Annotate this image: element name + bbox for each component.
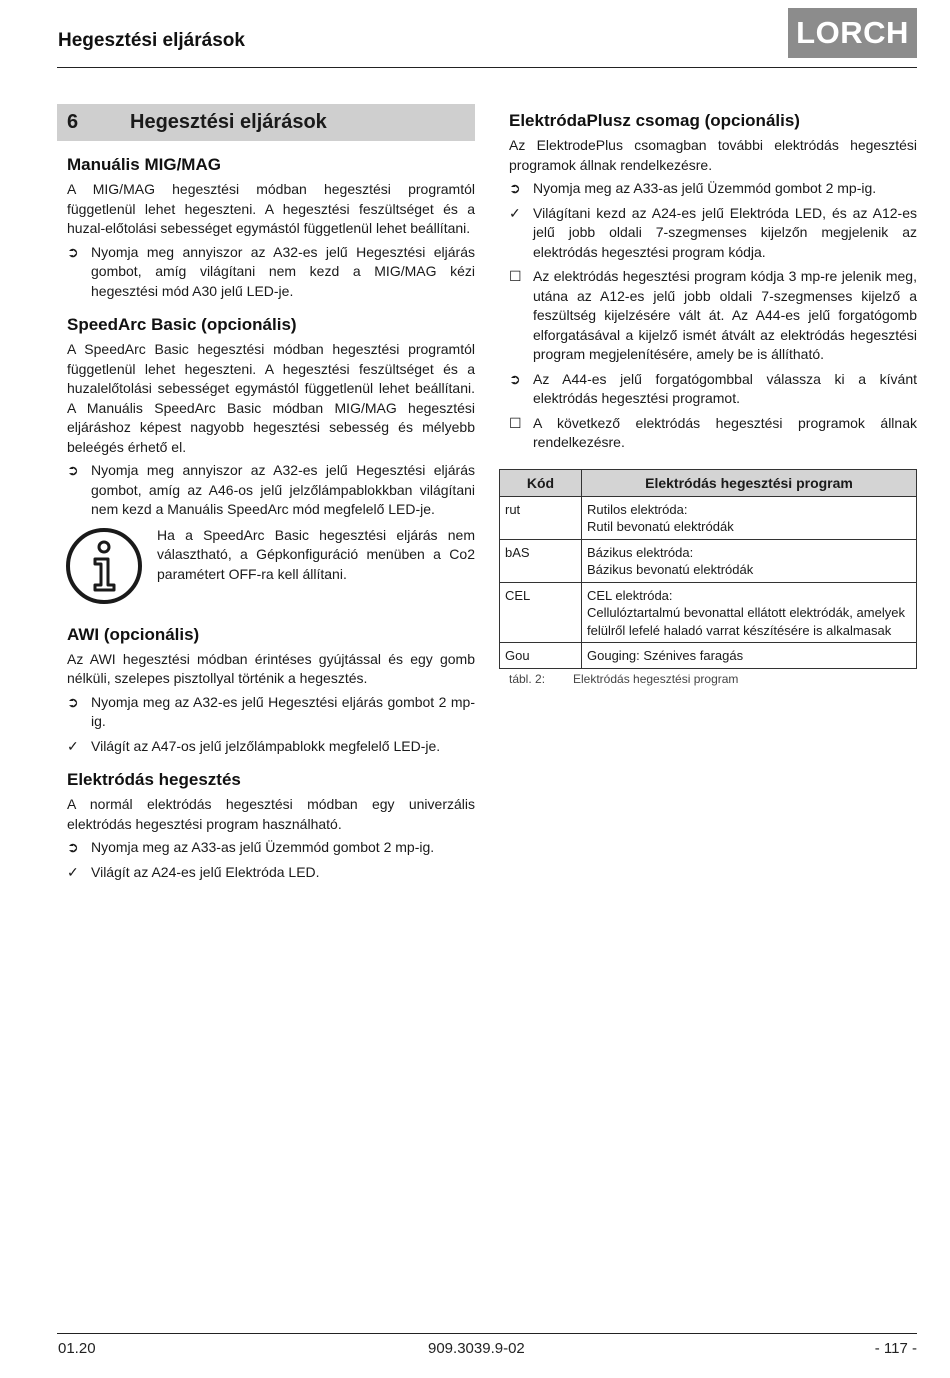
table-cell-code: CEL bbox=[500, 582, 582, 643]
action-step bbox=[57, 838, 475, 858]
result-step bbox=[499, 204, 917, 263]
section-heading-speedarc: SpeedArc Basic (opcionális) bbox=[67, 315, 297, 334]
footer-doc-number: 909.3039.9-02 bbox=[428, 1340, 525, 1357]
paragraph: Az ElektrodePlus csomagban további elektródás hegesztési programok állnak rendelkezésre. bbox=[509, 137, 917, 173]
checkmark-icon: ✓ bbox=[67, 737, 79, 754]
table-row bbox=[500, 539, 917, 582]
column-header-code: Kód bbox=[500, 469, 582, 496]
result-step bbox=[57, 737, 475, 757]
column-header-program: Elektródás hegesztési program bbox=[582, 469, 917, 496]
table-header-row bbox=[500, 469, 917, 496]
step-text: Világítani kezd az A24-es jelű Elektróda LED, és az A12-es jelű jobb oldali 7-szegmenses kijelzőn megjelenik az elektródás hegesztési program kódja. bbox=[533, 204, 917, 260]
lorch-logo: LORCH bbox=[788, 8, 917, 58]
action-arrow-icon: ➲ bbox=[67, 243, 79, 260]
program-name: Rutilos elektróda: bbox=[587, 501, 688, 517]
program-name: Bázikus elektróda: bbox=[587, 544, 694, 560]
step-text: Nyomja meg annyiszor az A32-es jelű Hegesztési eljárás gombot, amíg világítani nem kezd a MIG/MAG kézi hegesztési mód A30 jelű LED-je. bbox=[91, 243, 475, 299]
note-text: Ha a SpeedArc Basic hegesztési eljárás nem választható, a Gépkonfiguráció menüben a Co2 paramétert OFF-ra kell állítani. bbox=[157, 526, 475, 582]
program-description: Rutil bevonatú elektródák bbox=[587, 519, 734, 534]
step-text: Nyomja meg annyiszor az A32-es jelű Hegesztési eljárás gombot, amíg az A46-os jelű jelzőlámpablokkban világítani nem kezd a Manuális SpeedArc mód megfelelő LED-je. bbox=[91, 462, 475, 517]
footer-page-number: - 117 - bbox=[874, 1340, 917, 1357]
checkmark-icon: ✓ bbox=[67, 863, 79, 880]
action-arrow-icon: ➲ bbox=[67, 693, 79, 710]
checkbox-icon: ☐ bbox=[509, 414, 522, 431]
info-note bbox=[57, 526, 475, 611]
checkbox-icon: ☐ bbox=[509, 268, 522, 284]
step-text: Nyomja meg az A32-es jelű Hegesztési eljárás gombot 2 mp-ig. bbox=[91, 693, 475, 729]
step-text: Az A44-es jelű forgatógombbal válassza ki a kívánt elektródás hegesztési programot. bbox=[533, 370, 917, 406]
program-description: Cellulóztartalmú bevonattal ellátott elektródák, amelyek felülről lefelé haladó varrat készítésére is alkalmasak bbox=[587, 605, 905, 638]
step-text: A következő elektródás hegesztési programok állnak rendelkezésre. bbox=[533, 414, 917, 450]
section-heading-awi: AWI (opcionális) bbox=[67, 624, 200, 644]
table-cell-program bbox=[582, 582, 917, 643]
table-cell-program bbox=[582, 496, 917, 539]
footer-divider bbox=[57, 1333, 917, 1334]
caption-label: tábl. 2: bbox=[509, 671, 546, 686]
action-step bbox=[499, 370, 917, 409]
section-heading-mig-mag: Manuális MIG/MAG bbox=[67, 155, 221, 174]
action-arrow-icon: ➲ bbox=[67, 839, 79, 855]
action-step bbox=[57, 693, 475, 732]
chapter-number: 6 bbox=[67, 111, 79, 133]
paragraph: A SpeedArc Basic hegesztési módban hegesztési programtól függetlenül lehet hegeszteni. A hegesztési feszültséget és a huzalelőtolási sebességet egymástól függetlenül lehet beállítani. A Manuális SpeedArc Basic módban MIG/MAG hegesztési eljáráshoz képest nagyobb hegesztési sebesség és mélyebb beleégés érhető el. bbox=[67, 341, 475, 455]
action-step bbox=[499, 179, 917, 199]
result-step bbox=[57, 863, 475, 883]
table-caption bbox=[499, 672, 917, 686]
caption-text: Elektródás hegesztési program bbox=[573, 671, 739, 686]
table-row bbox=[500, 582, 917, 643]
table-row bbox=[500, 496, 917, 539]
step-text: Nyomja meg az A33-as jelű Üzemmód gombot 2 mp-ig. bbox=[533, 180, 877, 196]
action-step bbox=[57, 243, 475, 302]
info-icon bbox=[65, 526, 157, 611]
electrode-program-table bbox=[499, 469, 917, 669]
section-heading-electrodeplus: ElektródaPlusz csomag (opcionális) bbox=[509, 111, 800, 130]
program-description: Bázikus bevonatú elektródák bbox=[587, 562, 754, 577]
program-name: CEL elektróda: bbox=[587, 587, 673, 603]
info-step bbox=[499, 267, 917, 365]
checkmark-icon: ✓ bbox=[509, 204, 521, 221]
program-name: Gouging: Szénives faragás bbox=[587, 648, 744, 663]
chapter-heading bbox=[57, 104, 475, 141]
step-text: Világít az A47-os jelű jelzőlámpablokk megfelelő LED-je. bbox=[91, 737, 441, 754]
page-header-title: Hegesztési eljárások bbox=[58, 30, 245, 51]
table-cell-code: bAS bbox=[500, 539, 582, 582]
step-text: Az elektródás hegesztési program kódja 3 mp-re jelenik meg, utána az A12-es jelű jobb oldali 7-szegmenses kijelző a feszültség kijelzésére vált át. Az A44-es jelű forgatógomb elforgatásával a kijelző ismét átvált az elektródás hegesztési program megjelenítésére, amely be is állítható. bbox=[533, 268, 917, 362]
table-cell-code: rut bbox=[500, 496, 582, 539]
step-text: Nyomja meg az A33-as jelű Üzemmód gombot 2 mp-ig. bbox=[91, 839, 435, 855]
action-arrow-icon: ➲ bbox=[509, 180, 521, 196]
action-arrow-icon: ➲ bbox=[67, 462, 79, 478]
paragraph: A MIG/MAG hegesztési módban hegesztési programtól függetlenül lehet hegeszteni. A hegesztési feszültséget és a huzal-előtolási sebességet egymástól függetlenül lehet beállítani. bbox=[67, 181, 475, 236]
table-row bbox=[500, 643, 917, 669]
paragraph: A normál elektródás hegesztési módban egy univerzális elektródás hegesztési program használható. bbox=[67, 796, 475, 832]
info-step bbox=[499, 414, 917, 453]
action-step bbox=[57, 461, 475, 520]
paragraph: Az AWI hegesztési módban érintéses gyújtással és egy gomb nélküli, szelepes pisztollyal történik a hegesztés. bbox=[67, 650, 475, 686]
table-cell-program bbox=[582, 643, 917, 669]
section-heading-electrode: Elektródás hegesztés bbox=[67, 770, 241, 789]
action-arrow-icon: ➲ bbox=[509, 370, 521, 387]
right-column bbox=[499, 104, 917, 686]
chapter-title: Hegesztési eljárások bbox=[130, 111, 327, 133]
table-cell-program bbox=[582, 539, 917, 582]
table-cell-code: Gou bbox=[500, 643, 582, 669]
header-divider bbox=[57, 67, 917, 68]
left-column bbox=[57, 104, 475, 887]
footer-date: 01.20 bbox=[58, 1340, 96, 1357]
step-text: Világít az A24-es jelű Elektróda LED. bbox=[91, 863, 320, 880]
